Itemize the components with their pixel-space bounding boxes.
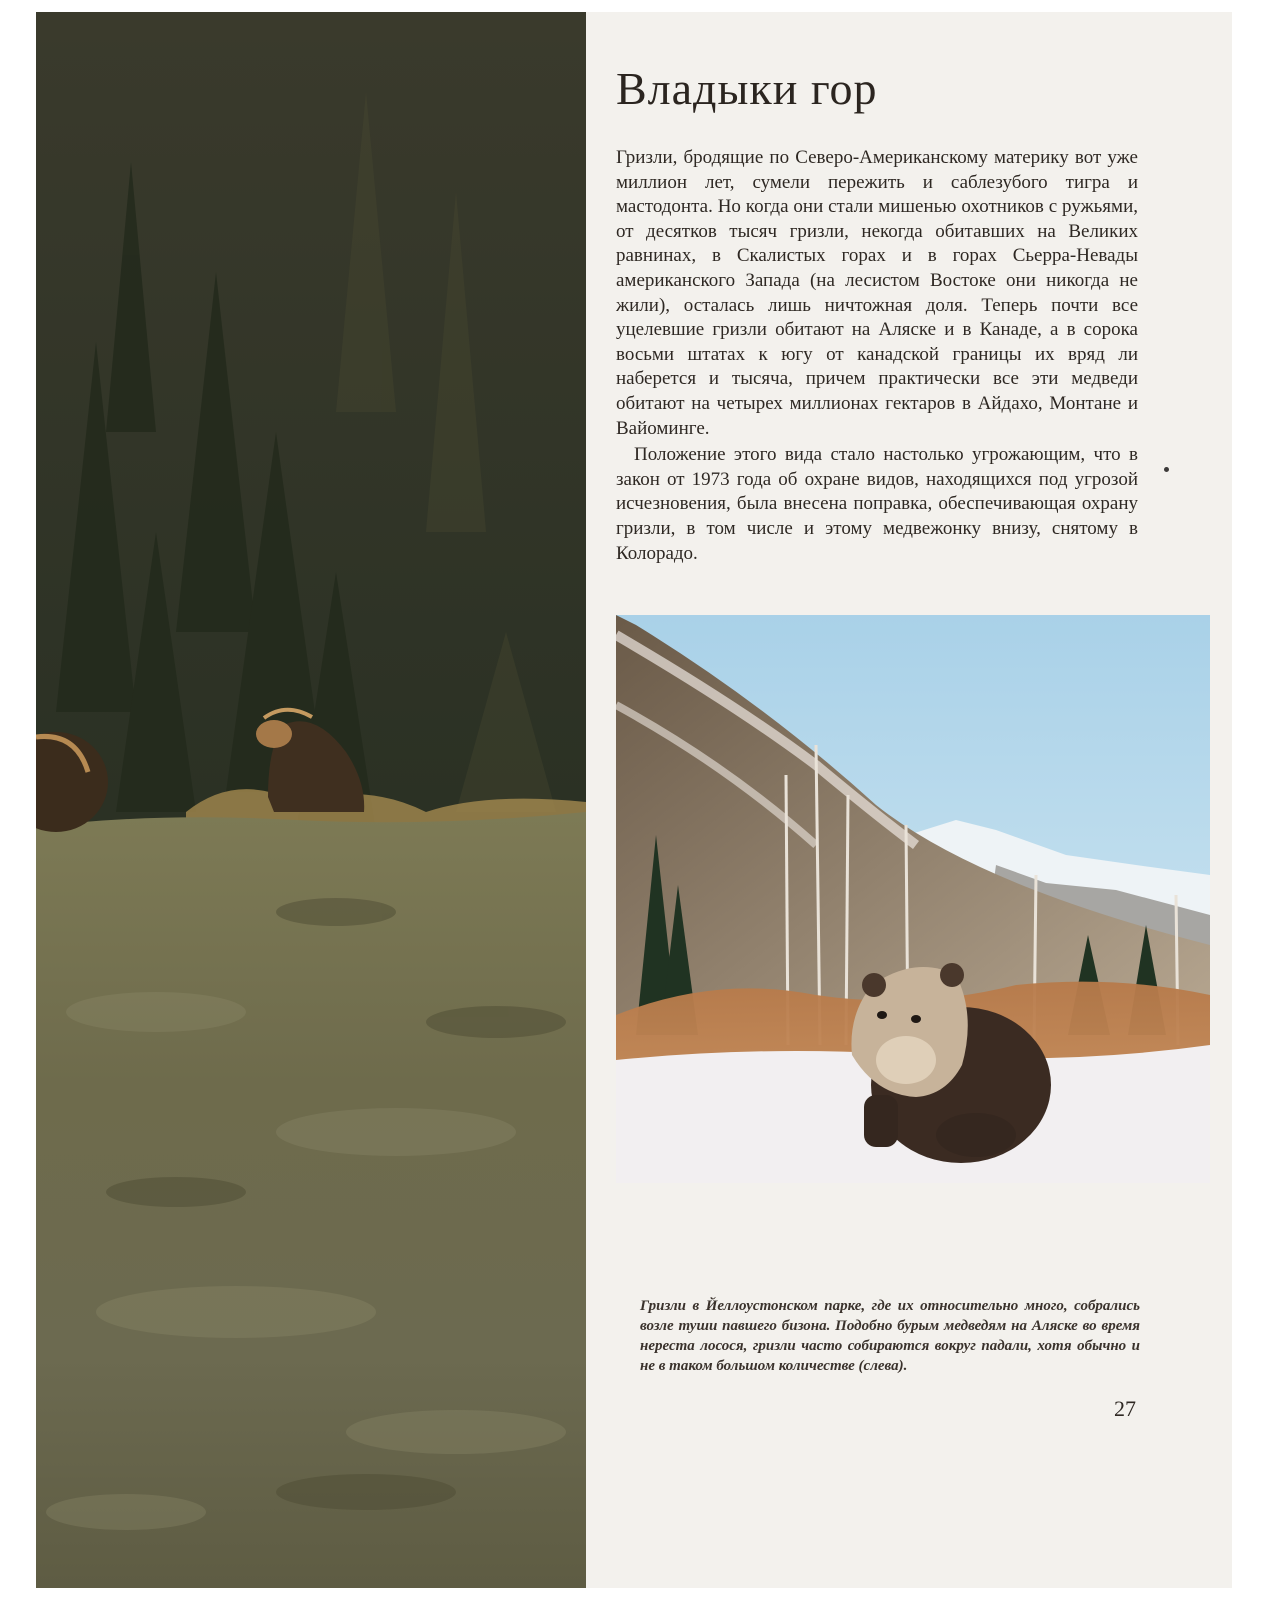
article-body	[616, 146, 1138, 566]
grizzlies-hillside-image	[36, 12, 586, 1588]
magazine-page	[36, 12, 1232, 1588]
page-number: 27	[1114, 1396, 1136, 1421]
grizzly-cub-image	[616, 615, 1210, 1183]
photo-caption: Гризли в Йеллоустонском парке, где их относительно много, собрались возле туши павшего бизона. Подобно бурым медведям на Аляске во время нереста лосося, гризли часто собираются вокруг падали, хотя обычно и не в таком большом количестве (слева).	[640, 1298, 1140, 1374]
photo-grizzly-cub-snow	[616, 615, 1210, 1183]
paragraph-1: Гризли, бродящие по Северо-Американскому материку вот уже миллион лет, сумели пережить и саблезубого тигра и мастодонта. Но когда они стали мишенью охотников с ружьями, от десятков тысяч гризли, некогда обитавших на Великих равнинах, в Скалистых горах и в горах Сьерра-Невады американского Запада (на лесистом Востоке они никогда не жили), осталась лишь ничтожная доля. Теперь почти все уцелевшие гризли обитают на Аляске и в Канаде, а в сорока восьми штатах к югу от канадской границы их вряд ли наберется и тысяча, причем практически все эти медведи обитают на четырех миллионах гектаров в Айдахо, Монтане и Вайоминге.	[616, 147, 1138, 439]
photo-grizzlies-slope	[36, 12, 586, 1588]
print-speck	[1164, 467, 1169, 472]
article-title: Владыки гор	[616, 63, 878, 114]
paragraph-2: Положение этого вида стало настолько угрожающим, что в закон от 1973 года об охране видов, находящихся под угрозой исчезновения, была внесена поправка, обеспечивающая охрану гризли, в том числе и этому медвежонку внизу, снятому в Колорадо.	[616, 444, 1138, 564]
